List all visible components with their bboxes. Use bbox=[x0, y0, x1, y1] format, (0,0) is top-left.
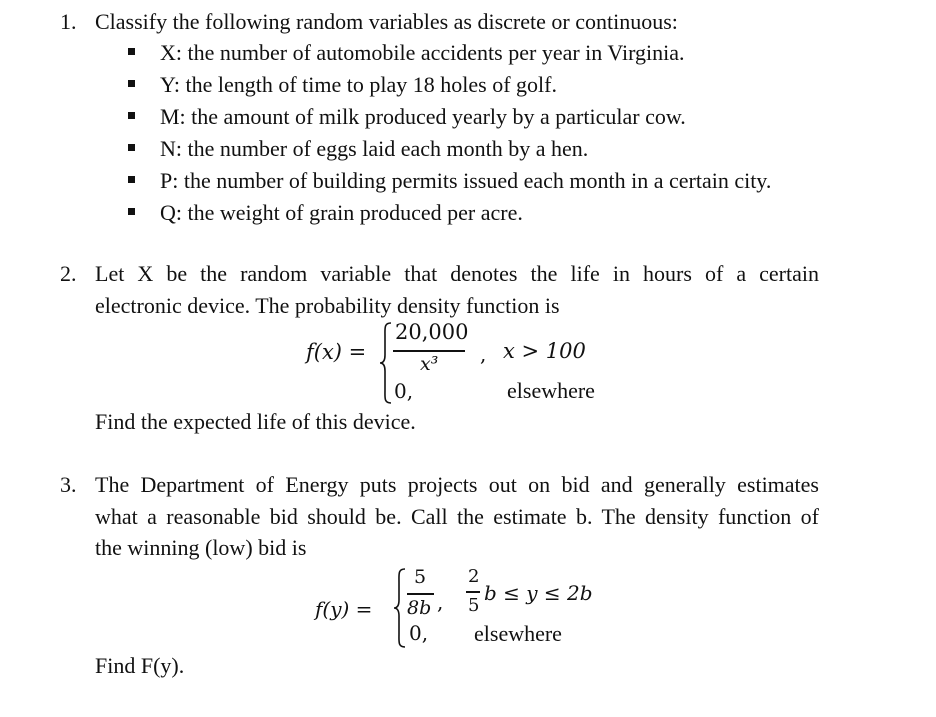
q2-task: Find the expected life of this device. bbox=[95, 409, 416, 434]
q1-item-x: X: the number of automobile accidents per year in Virginia. bbox=[160, 40, 685, 65]
left-brace-icon bbox=[379, 322, 393, 409]
q1-item-y: Y: the length of time to play 18 holes of golf. bbox=[160, 72, 557, 97]
q1-stem: Classify the following random variables as discrete or continuous: bbox=[95, 9, 678, 34]
fy-cond-denominator: 5 bbox=[468, 595, 480, 616]
q1-number: 1. bbox=[60, 9, 77, 34]
fy-case1-denominator: 8b bbox=[407, 597, 432, 619]
q2-line1 bbox=[95, 260, 819, 288]
q3-number: 3. bbox=[60, 472, 77, 497]
fy-case2-value: 0, bbox=[409, 621, 429, 645]
fx-case2-value: 0, bbox=[394, 379, 414, 403]
bullet-icon bbox=[128, 144, 135, 151]
fx-case1-numerator: 20,000 bbox=[395, 320, 469, 344]
fy-case1-numerator: 5 bbox=[414, 566, 427, 588]
fy-cond-inequality: b ≤ y ≤ 2b bbox=[484, 581, 593, 605]
fx-case1-condition: x > 100 bbox=[503, 339, 586, 363]
fx-lhs: f(x) = bbox=[306, 340, 367, 364]
q1-item-n: N: the number of eggs laid each month by a hen. bbox=[160, 136, 589, 161]
fy-lhs: f(y) = bbox=[315, 597, 373, 621]
fy-cond-numerator: 2 bbox=[468, 566, 480, 587]
fx-case2-condition: elsewhere bbox=[507, 378, 595, 403]
q3-line2 bbox=[95, 503, 819, 531]
q3-task: Find F(y). bbox=[95, 653, 185, 678]
q2-line2: electronic device. The probability density function is bbox=[95, 293, 560, 318]
q1-item-m: M: the amount of milk produced yearly by a particular cow. bbox=[160, 104, 686, 129]
bullet-icon bbox=[128, 208, 135, 215]
fx-case1-comma: , bbox=[480, 342, 487, 366]
fraction-bar bbox=[407, 593, 434, 595]
bullet-icon bbox=[128, 48, 135, 55]
q3-line2-text: what a reasonable bid should be. Call the estimate b. The density function of bbox=[95, 504, 819, 529]
fraction-bar bbox=[393, 350, 465, 352]
fy-case2-condition: elsewhere bbox=[474, 621, 562, 646]
fx-case1-denominator: x³ bbox=[420, 353, 439, 375]
q2-number: 2. bbox=[60, 261, 77, 286]
q3-line1-text: The Department of Energy puts projects out on bid and generally estimates bbox=[95, 472, 819, 497]
q1-item-p: P: the number of building permits issued each month in a certain city. bbox=[160, 168, 772, 193]
bullet-icon bbox=[128, 80, 135, 87]
left-brace-icon bbox=[393, 568, 407, 652]
fraction-bar bbox=[466, 591, 480, 593]
q2-line1-text: Let X be the random variable that denotes the life in hours of a certain bbox=[95, 261, 819, 286]
q3-line1 bbox=[95, 471, 819, 499]
q1-item-q: Q: the weight of grain produced per acre. bbox=[160, 200, 523, 225]
bullet-icon bbox=[128, 176, 135, 183]
fy-case1-comma: , bbox=[437, 590, 444, 614]
q3-line3: the winning (low) bid is bbox=[95, 535, 307, 560]
bullet-icon bbox=[128, 112, 135, 119]
